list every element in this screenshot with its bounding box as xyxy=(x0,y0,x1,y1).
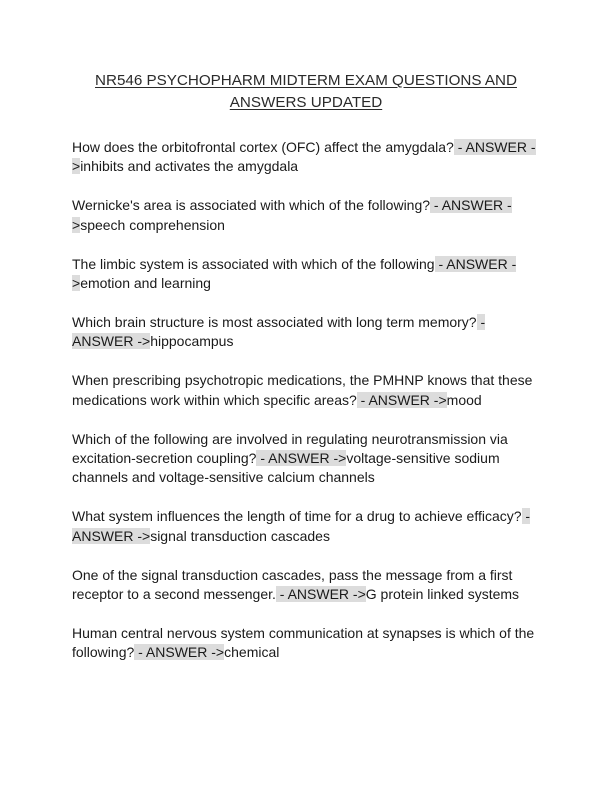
answer-marker: - ANSWER -> xyxy=(356,391,447,408)
qa-item xyxy=(72,255,540,294)
answer-marker: - ANSWER -> xyxy=(134,644,225,661)
qa-item xyxy=(72,430,540,488)
question-text: Which brain structure is most associated with long term memory? xyxy=(72,313,477,330)
answer-marker: - ANSWER -> xyxy=(256,449,347,466)
page-title: NR546 PSYCHOPHARM MIDTERM EXAM QUESTIONS AND ANSWERS UPDATED xyxy=(95,72,517,111)
qa-item xyxy=(72,371,540,410)
qa-item xyxy=(72,196,540,235)
answer-marker: - ANSWER -> xyxy=(72,139,536,175)
answer-marker: - ANSWER -> xyxy=(72,197,512,233)
qa-item xyxy=(72,138,540,177)
answer-text: signal transduction cascades xyxy=(150,527,330,544)
answer-text: voltage-sensitive sodium channels and voltage-sensitive calcium channels xyxy=(72,449,500,486)
question-text: Human central nervous system communication at synapses is which of the following? xyxy=(72,624,535,661)
answer-text: inhibits and activates the amygdala xyxy=(80,158,299,175)
question-text: The limbic system is associated with which of the following xyxy=(72,255,435,272)
qa-item xyxy=(72,624,540,663)
answer-marker: - ANSWER -> xyxy=(72,313,486,350)
answer-text: speech comprehension xyxy=(80,216,225,233)
question-text: Which of the following are involved in regulating neurotransmission via excitation-secretion coupling? xyxy=(72,430,508,466)
question-text: How does the orbitofrontal cortex (OFC) affect the amygdala? xyxy=(72,139,454,155)
question-text: Wernicke's area is associated with which of the following? xyxy=(72,197,431,214)
answer-text: chemical xyxy=(224,644,280,661)
answer-text: mood xyxy=(446,391,482,408)
qa-item xyxy=(72,313,540,352)
question-text: When prescribing psychotropic medications, the PMHNP knows that these medications work within which specific areas? xyxy=(72,372,533,408)
answer-marker: - ANSWER -> xyxy=(72,508,531,544)
answer-text: emotion and learning xyxy=(80,275,211,292)
question-text: What system influences the length of time for a drug to achieve efficacy? xyxy=(72,508,522,525)
qa-item xyxy=(72,566,540,605)
qa-item xyxy=(72,507,540,546)
answer-marker: - ANSWER -> xyxy=(275,586,366,602)
answer-text: hippocampus xyxy=(150,333,234,350)
answer-marker: - ANSWER -> xyxy=(72,255,517,292)
answer-text: G protein linked systems xyxy=(365,586,520,602)
question-text: One of the signal transduction cascades, pass the message from a first receptor to a second messenger. xyxy=(72,566,513,602)
